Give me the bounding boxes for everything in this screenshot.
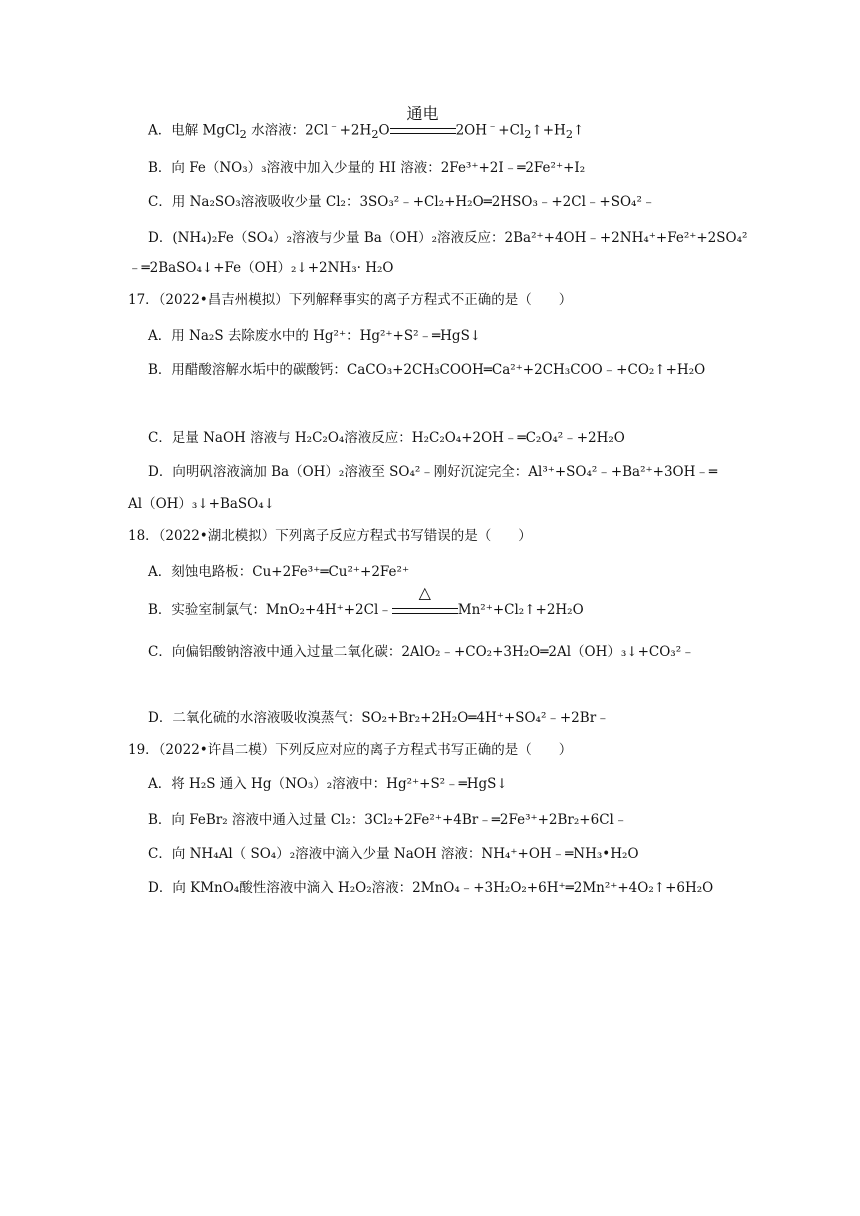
q16-option-b: B．向 Fe（NO₃）₃溶液中加入少量的 HI 溶液：2Fe³⁺+2I﹣═2Fe²⁺+I₂ xyxy=(148,160,586,176)
q18-option-a: A．刻蚀电路板：Cu+2Fe³⁺═Cu²⁺+2Fe²⁺ xyxy=(148,564,410,580)
q16-option-d: D．(NH₄)₂Fe（SO₄）₂溶液与少量 Ba（OH）₂溶液反应：2Ba²⁺+4OH﹣+2NH₄⁺+Fe²⁺+2SO₄² xyxy=(148,230,748,246)
q17-option-c: C．足量 NaOH 溶液与 H₂C₂O₄溶液反应：H₂C₂O₄+2OH﹣═C₂O₄²﹣+2H₂O xyxy=(148,430,625,446)
q16-a-text-3: +2H xyxy=(339,122,372,139)
heating-condition: △ xyxy=(418,583,431,602)
q19-option-a: A．将 H₂S 通入 Hg（NO₃）₂溶液中：Hg²⁺+S²﹣═HgS↓ xyxy=(148,776,508,792)
q17-option-d-continued: Al（OH）₃↓+BaSO₄↓ xyxy=(128,496,275,512)
q18-stem: 18．（2022•湖北模拟）下列离子反应方程式书写错误的是（ ） xyxy=(128,528,532,544)
q16-a-sub-2: 2 xyxy=(371,128,379,142)
q16-a-text-5: 2OH xyxy=(455,122,487,139)
q16-a-sub-4: 2 xyxy=(565,128,573,142)
q16-a-text-6: +Cl xyxy=(498,122,525,139)
q16-a-text-1: A．电解 MgCl xyxy=(148,122,240,139)
q16-a-text-2: 水溶液：2Cl xyxy=(246,122,329,139)
q16-option-c: C．用 Na₂SO₃溶液吸收少量 Cl₂：3SO₃²﹣+Cl₂+H₂O═2HSO₃﹣+2Cl﹣+SO₄²﹣ xyxy=(148,194,656,210)
q19-option-b: B．向 FeBr₂ 溶液中通入过量 Cl₂：3Cl₂+2Fe²⁺+4Br﹣═2Fe³⁺+2Br₂+6Cl﹣ xyxy=(148,812,628,828)
q17-option-b: B．用醋酸溶解水垢中的碳酸钙：CaCO₃+2CH₃COOH═Ca²⁺+2CH₃COO﹣+CO₂↑+H₂O xyxy=(148,362,706,378)
heating-arrow xyxy=(392,583,458,620)
q16-option-a xyxy=(148,103,585,145)
q18-option-c: C．向偏铝酸钠溶液中通入过量二氧化碳：2AlO₂﹣+CO₂+3H₂O═2Al（OH）₃↓+CO₃²﹣ xyxy=(148,644,695,660)
q18-b-text-1: B．实验室制氯气：MnO₂+4H⁺+2Cl﹣ xyxy=(148,602,392,618)
q16-a-sup-2: ﹣ xyxy=(487,119,499,132)
q16-a-text-8: ↑ xyxy=(572,122,585,139)
q19-option-c: C．向 NH₄Al（ SO₄）₂溶液中滴入少量 NaOH 溶液：NH₄⁺+OH﹣═NH₃•H₂O xyxy=(148,846,639,862)
q17-option-d: D．向明矾溶液滴加 Ba（OH）₂溶液至 SO₄²﹣刚好沉淀完全：Al³⁺+SO₄²﹣+Ba²⁺+3OH﹣═ xyxy=(148,464,718,480)
q16-a-text-4: O xyxy=(378,122,390,139)
q18-option-d: D．二氧化硫的水溶液吸收溴蒸气：SO₂+Br₂+2H₂O═4H⁺+SO₄²﹣+2Br﹣ xyxy=(148,710,610,726)
q16-a-sub-3: 2 xyxy=(524,128,532,142)
q16-a-sup-1: ﹣ xyxy=(328,119,340,132)
q18-option-b xyxy=(148,583,584,620)
q17-stem: 17．（2022•昌吉州模拟）下列解释事实的离子方程式不正确的是（ ） xyxy=(128,292,573,308)
q16-option-d-continued: ﹣═2BaSO₄↓+Fe（OH）₂↓+2NH₃· H₂O xyxy=(128,260,394,276)
q18-b-text-2: Mn²⁺+Cl₂↑+2H₂O xyxy=(457,602,584,618)
q19-option-d: D．向 KMnO₄酸性溶液中滴入 H₂O₂溶液：2MnO₄﹣+3H₂O₂+6H⁺═2Mn²⁺+4O₂↑+6H₂O xyxy=(148,880,714,896)
q16-a-text-7: ↑+H xyxy=(531,122,566,139)
q19-stem: 19．（2022•许昌二模）下列反应对应的离子方程式书写正确的是（ ） xyxy=(128,742,573,758)
electrolysis-condition: 通电 xyxy=(406,103,439,123)
q17-option-a: A．用 Na₂S 去除废水中的 Hg²⁺：Hg²⁺+S²﹣═HgS↓ xyxy=(148,328,482,344)
electrolysis-arrow xyxy=(390,103,456,141)
q16-a-sub-1: 2 xyxy=(239,128,247,142)
